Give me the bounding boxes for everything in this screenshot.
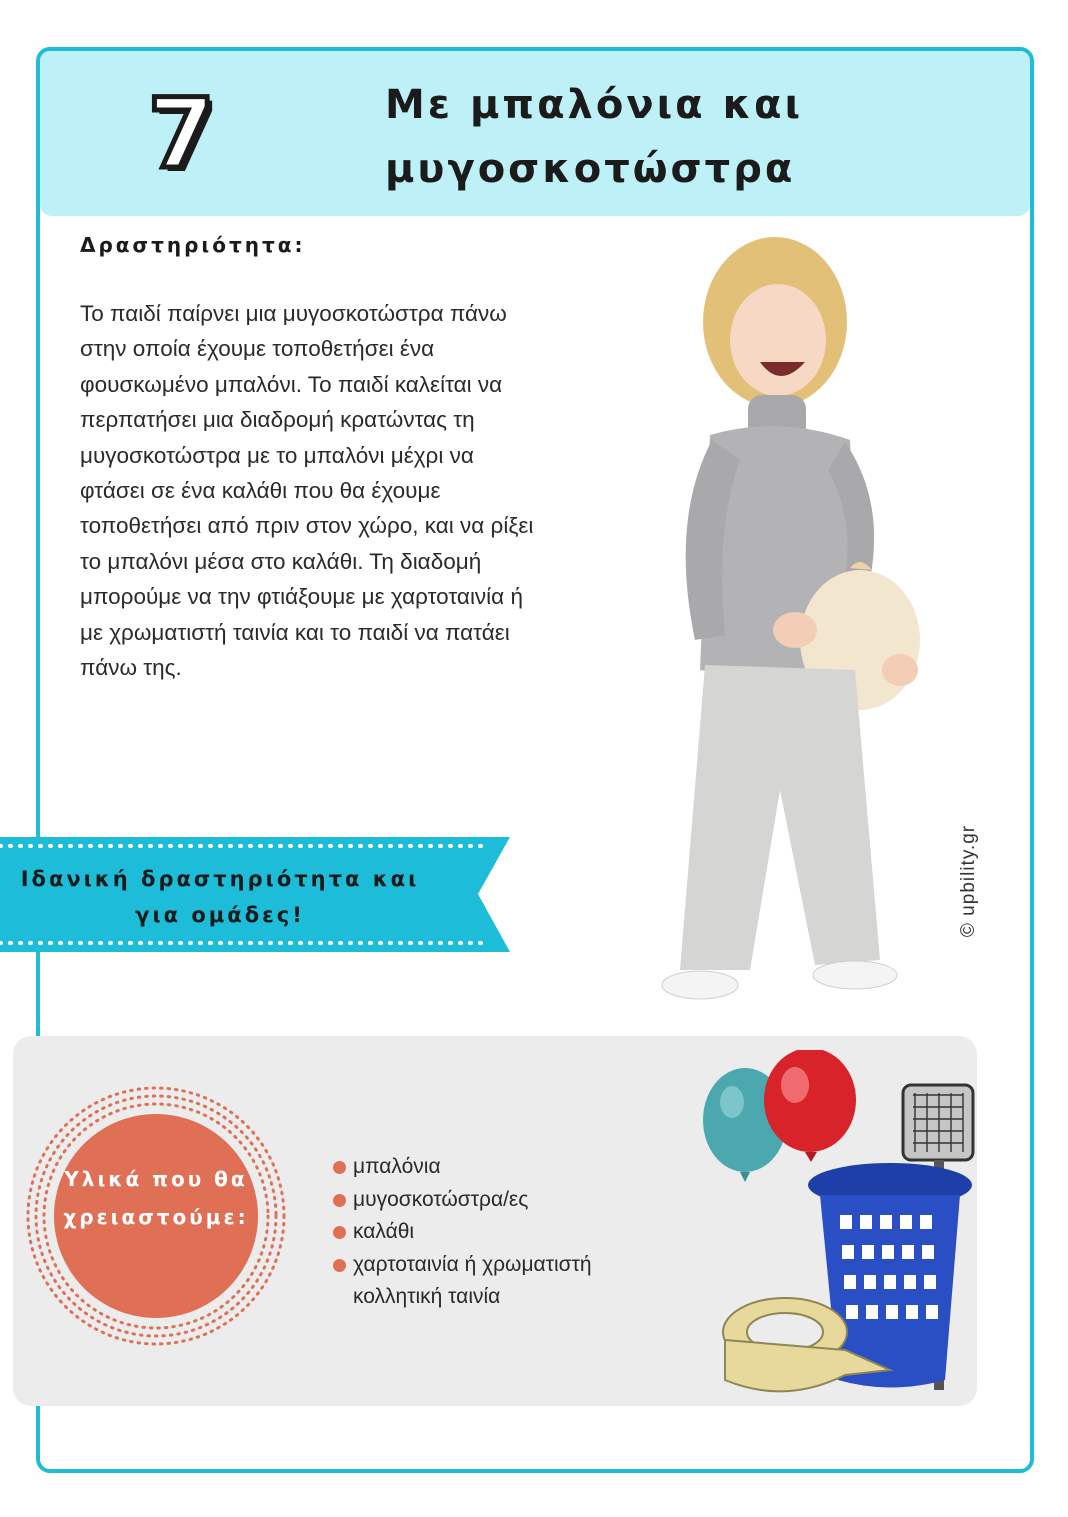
list-item: χαρτοταινία ή χρωματιστή κολλητική ταινία	[333, 1249, 633, 1314]
child-with-balloon-photo	[600, 230, 940, 1000]
watermark-text: © upbility.gr	[958, 824, 979, 938]
list-item: μυγοσκοτώστρα/ες	[333, 1184, 633, 1217]
activity-number: 7	[148, 78, 215, 190]
banner-text: Ιδανική δραστηριότητα και για ομάδες!	[20, 867, 420, 927]
list-item: μπαλόνια	[333, 1151, 633, 1184]
copyright-watermark	[954, 824, 984, 990]
activity-description: Το παιδί παίρνει μια μυγοσκοτώστρα πάνω στην οποία έχουμε τοποθετήσει ένα φουσκωμένο μπαλόνι. Το παιδί καλείται να περπατήσει μια διαδρομή κρατώντας τη μυγοσκοτώστρα με το μπαλόνι μέχρι να φτάσει σε ένα καλάθι που θα έχουμε τοποθετήσει από πριν στον χώρο, και να ρίξει το μπαλόνι μέσα στο καλάθι. Τη διαδομή μπορούμε να την φτιάξουμε με χαρτοταινία ή με χρωματιστή ταινία και το παιδί να πατάει πάνω της.	[80, 301, 534, 681]
materials-badge-text: Υλικά που θα χρειαστούμε:	[63, 1167, 249, 1229]
activity-label: Δραστηριότητα:	[80, 233, 306, 257]
card-header	[40, 51, 1030, 216]
materials-list	[333, 1151, 633, 1314]
activity-title: Με μπαλόνια και μυγοσκοτώστρα	[385, 82, 804, 192]
list-item: καλάθι	[333, 1216, 633, 1249]
materials-illustration	[660, 1050, 990, 1400]
